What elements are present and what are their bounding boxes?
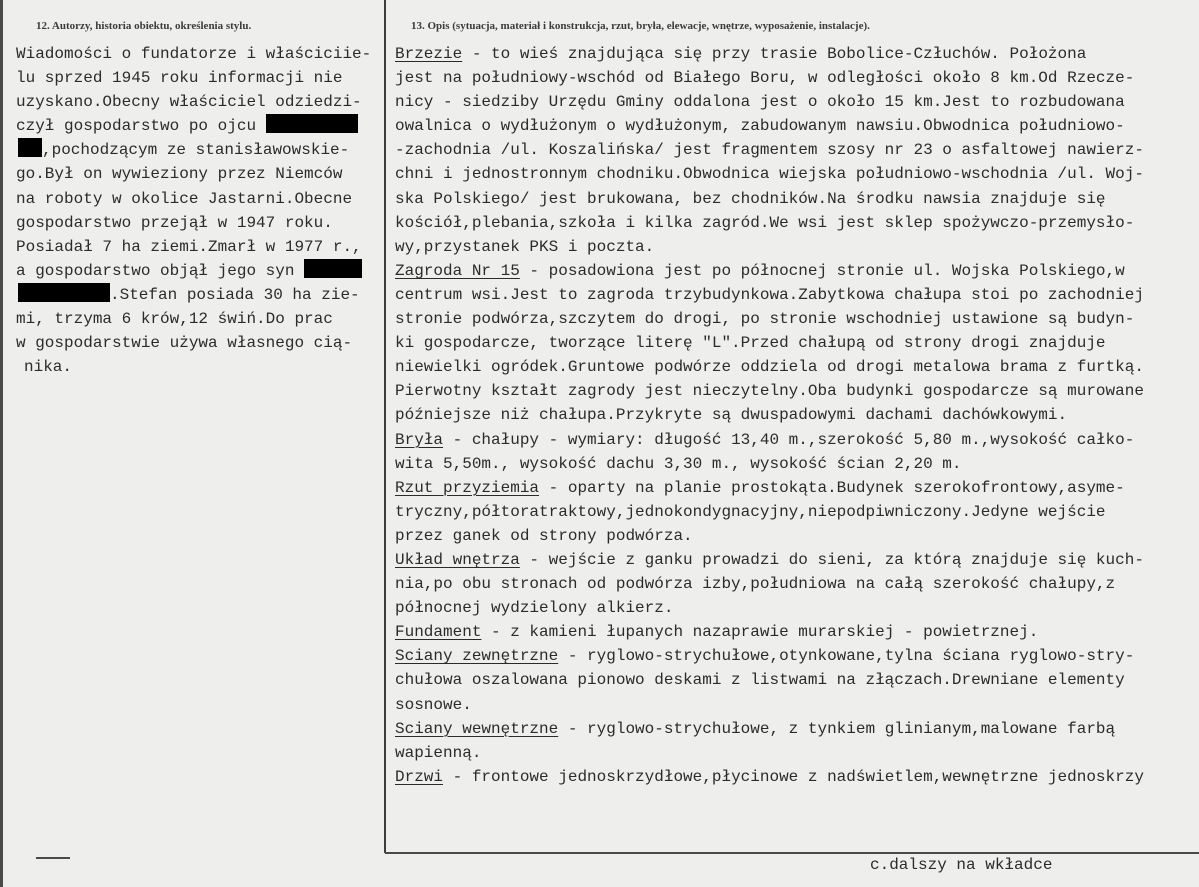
description-line: stronie podwórza,szczytem do drogi, po stronie wschodniej ustawione są budyn- xyxy=(395,310,1135,329)
description-line: centrum wsi.Jest to zagroda trzybudynkowa.Zabytkowa chałupa stoi po zachodniej xyxy=(395,285,1144,304)
description-line: wy,przystanek PKS i poczta. xyxy=(395,237,655,256)
redaction-bar xyxy=(304,259,362,278)
history-line: Wiadomości o fundatorze i właściciie- xyxy=(16,45,372,63)
section-label-fundament: Fundament xyxy=(395,623,482,642)
redaction-bar xyxy=(266,114,358,133)
description-line: późniejsze niż chałupa.Przykryte są dwuspadowymi dachami dachówkowymi. xyxy=(395,406,1068,425)
redaction-bar xyxy=(18,283,110,302)
description-line: ki gospodarcze, tworzące literę "L".Przed chałupą od strony drogi znajduje xyxy=(395,334,1106,353)
description-line: nia,po obu stronach od podwórza izby,południowa na całą szerokość chałupy,z xyxy=(395,575,1116,594)
history-line: na roboty w okolice Jastarni.Obecne xyxy=(16,189,353,208)
section-label-sciany-wewnetrzne: Sciany wewnętrzne xyxy=(395,719,559,738)
history-line: mi, trzyma 6 krów,12 świń.Do prac xyxy=(16,310,333,329)
history-line: nika. xyxy=(24,358,73,377)
section-label-rzut: Rzut przyziemia xyxy=(395,478,540,497)
history-line: w gospodarstwie używa własnego cią- xyxy=(16,334,353,353)
section-label-zagroda: Zagroda Nr 15 xyxy=(395,261,520,280)
description-line: niewielki ogródek.Gruntowe podwórze oddziela od drogi metalowa brama z furtką. xyxy=(395,358,1144,377)
description-line: chni i jednostronnym chodniku.Obwodnica wiejska południowo-wschodnia /ul. Woj- xyxy=(395,165,1144,184)
history-column xyxy=(16,42,382,379)
history-line: Posiadał 7 ha ziemi.Zmarł w 1977 r., xyxy=(16,237,362,256)
description-line: sosnowe. xyxy=(395,695,472,714)
section-12-header: 12. Autorzy, historia obiektu, określenia stylu. xyxy=(36,20,252,32)
description-line: Brzezie - to wieś znajdująca się przy trasie Bobolice-Człuchów. Położona xyxy=(395,45,1087,63)
description-line: wita 5,50m., wysokość dachu 3,30 m., wysokość ścian 2,20 m. xyxy=(395,454,962,473)
description-line: Drzwi - frontowe jednoskrzydłowe,płycinowe z nadświetlem,wewnętrzne jednoskrzy xyxy=(395,767,1144,786)
description-line: Zagroda Nr 15 - posadowiona jest po północnej stronie ul. Wojska Polskiego,w xyxy=(395,261,1125,280)
history-line: ,pochodzącym ze stanisławowskie- xyxy=(16,138,382,162)
section-label-drzwi: Drzwi xyxy=(395,767,444,786)
description-line: Fundament - z kamieni łupanych nazaprawie murarskiej - powietrznej. xyxy=(395,623,1039,642)
section-label-sciany-zewnetrzne: Sciany zewnętrzne xyxy=(395,647,559,666)
description-line: owalnica o wydłużonym o wydłużonym, zabudowanym nawsiu.Obwodnica południowo- xyxy=(395,117,1125,136)
description-line: kościół,plebania,szkoła i kilka zagród.We wsi jest sklep spożywczo-przemysło- xyxy=(395,213,1135,232)
history-line: a gospodarstwo objął jego syn xyxy=(16,259,382,283)
description-line: Sciany zewnętrzne - ryglowo-strychułowe,otynkowane,tylna ściana ryglowo-stry- xyxy=(395,647,1135,666)
description-line: nicy - siedziby Urzędu Gminy oddalona jest o około 15 km.Jest to rozbudowana xyxy=(395,93,1125,112)
column-divider xyxy=(384,0,386,853)
history-line: go.Był on wywieziony przez Niemców xyxy=(16,165,343,184)
description-line: tryczny,półtoratraktowy,jednokondygnacyjny,niepodpiwniczony.Jedyne wejście xyxy=(395,502,1106,521)
history-line: .Stefan posiada 30 ha zie- xyxy=(16,283,382,307)
history-line: gospodarstwo przejął w 1947 roku. xyxy=(16,213,333,232)
bottom-rule xyxy=(385,852,1199,854)
description-line: przez ganek od strony podwórza. xyxy=(395,526,693,545)
section-13-header: 13. Opis (sytuacja, materiał i konstrukcja, rzut, bryła, elewacje, wnętrze, wyposażenie, instalacje). xyxy=(411,20,870,32)
history-line: lu sprzed 1945 roku informacji nie xyxy=(16,69,343,88)
description-column xyxy=(395,42,1199,789)
description-line: wapienną. xyxy=(395,743,482,762)
history-line: czył gospodarstwo po ojcu xyxy=(16,114,382,138)
description-line: Sciany wewnętrzne - ryglowo-strychułowe, z tynkiem glinianym,malowane farbą xyxy=(395,719,1116,738)
left-bottom-rule xyxy=(36,857,70,859)
description-line: -zachodnia /ul. Koszalińska/ jest fragmentem szosy nr 23 o asfaltowej nawierz- xyxy=(395,141,1144,160)
continuation-note: c.dalszy na wkładce xyxy=(870,856,1053,874)
description-line: Pierwotny kształt zagrody jest nieczytelny.Oba budynki gospodarcze są murowane xyxy=(395,382,1144,401)
description-line: Rzut przyziemia - oparty na planie prostokąta.Budynek szerokofrontowy,asyme- xyxy=(395,478,1125,497)
section-label-brzezie: Brzezie xyxy=(395,45,463,63)
section-label-uklad: Układ wnętrza xyxy=(395,550,520,569)
section-label-bryla: Bryła xyxy=(395,430,444,449)
description-line: ska Polskiego/ jest brukowana, bez chodników.Na środku nawsia znajduje się xyxy=(395,189,1106,208)
description-line: Układ wnętrza - wejście z ganku prowadzi do sieni, za którą znajduje się kuch- xyxy=(395,550,1144,569)
redaction-bar xyxy=(18,138,42,157)
description-line: Bryła - chałupy - wymiary: długość 13,40 m.,szerokość 5,80 m.,wysokość całko- xyxy=(395,430,1135,449)
history-line: uzyskano.Obecny właściciel odziedzi- xyxy=(16,93,362,112)
description-line: jest na południowy-wschód od Białego Boru, w odległości około 8 km.Od Rzecze- xyxy=(395,69,1135,88)
description-line: północnej wydzielony alkierz. xyxy=(395,599,674,618)
description-line: chułowa oszalowana pionowo deskami z listwami na złączach.Drewniane elementy xyxy=(395,671,1125,690)
